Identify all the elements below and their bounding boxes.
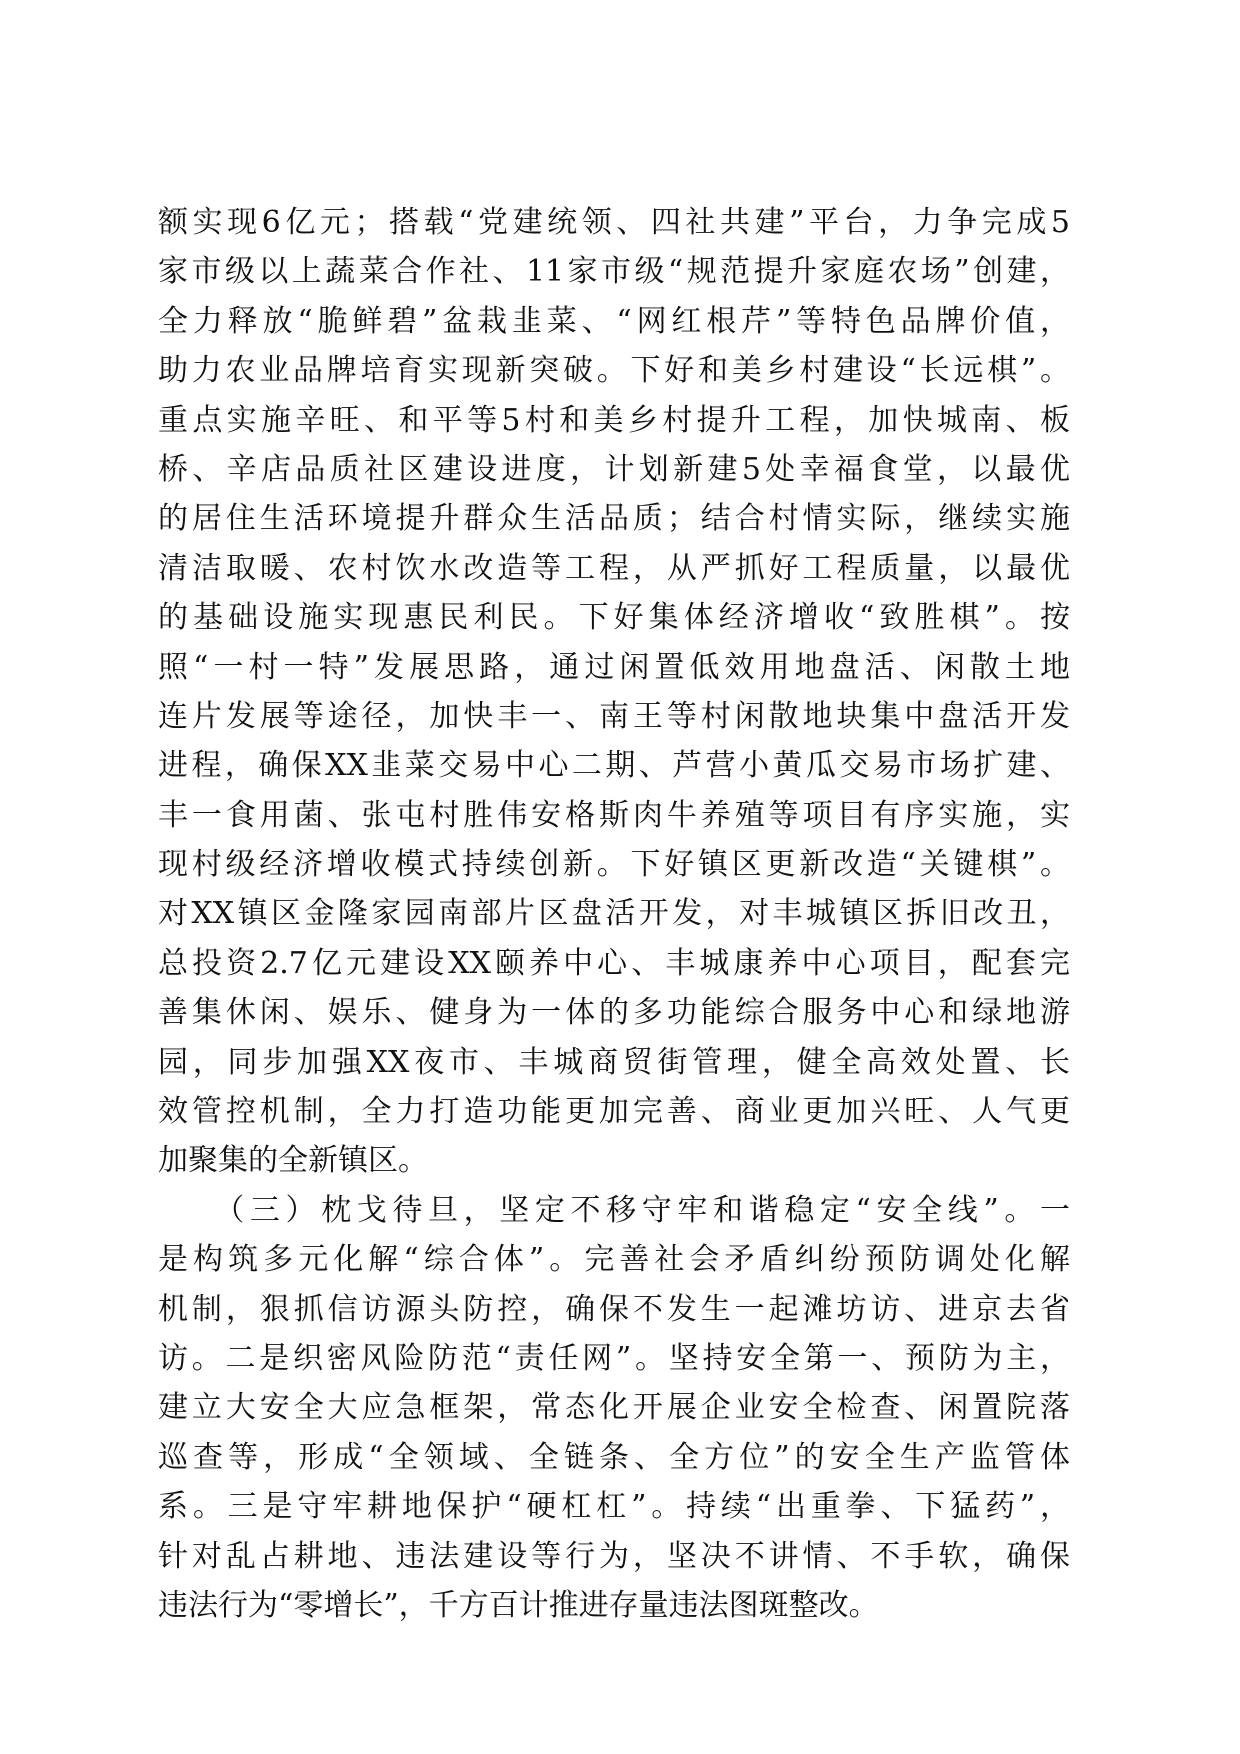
text-line: 连片发展等途径，加快丰一、南王等村闲散地块集中盘活开发 bbox=[158, 698, 1070, 734]
text-line: 家市级以上蔬菜合作社、11家市级“规范提升家庭农场”创建， bbox=[158, 254, 1070, 290]
text-line: 助力农业品牌培育实现新突破。下好和美乡村建设“长远棋”。 bbox=[158, 353, 1070, 389]
text-line: 效管控机制，全力打造功能更加完善、商业更加兴旺、人气更 bbox=[158, 1094, 1070, 1130]
paragraph-end-line: 加聚集的全新镇区。 bbox=[158, 1143, 428, 1179]
document-body bbox=[158, 198, 1070, 1630]
text-line: 针对乱占耕地、违法建设等行为，坚决不讲情、不手软，确保 bbox=[158, 1538, 1070, 1574]
text-line: 清洁取暖、农村饮水改造等工程，从严抓好工程质量，以最优 bbox=[158, 550, 1070, 586]
text-line: 照“一村一特”发展思路，通过闲置低效用地盘活、闲散土地 bbox=[158, 649, 1070, 685]
text-line: 的居住生活环境提升群众生活品质；结合村情实际，继续实施 bbox=[158, 501, 1070, 537]
text-line: 丰一食用菌、张屯村胜伟安格斯肉牛养殖等项目有序实施，实 bbox=[158, 797, 1070, 833]
text-line: 全力释放“脆鲜碧”盆栽韭菜、“网红根芹”等特色品牌价值， bbox=[158, 303, 1070, 339]
text-line: 桥、辛店品质社区建设进度，计划新建5处幸福食堂，以最优 bbox=[158, 451, 1070, 487]
text-line: 的基础设施实现惠民利民。下好集体经济增收“致胜棋”。按 bbox=[158, 600, 1070, 636]
text-line: 总投资2.7亿元建设XX颐养中心、丰城康养中心项目，配套完 bbox=[158, 945, 1070, 981]
text-line: 园，同步加强XX夜市、丰城商贸街管理，健全高效处置、长 bbox=[158, 1044, 1070, 1080]
text-line: 善集休闲、娱乐、健身为一体的多功能综合服务中心和绿地游 bbox=[158, 995, 1070, 1031]
text-line: 现村级经济增收模式持续创新。下好镇区更新改造“关键棋”。 bbox=[158, 847, 1070, 883]
text-line: 是构筑多元化解“综合体”。完善社会矛盾纠纷预防调处化解 bbox=[158, 1242, 1070, 1278]
text-line: 系。三是守牢耕地保护“硬杠杠”。持续“出重拳、下猛药”， bbox=[158, 1489, 1070, 1525]
text-line: 重点实施辛旺、和平等5村和美乡村提升工程，加快城南、板 bbox=[158, 402, 1070, 438]
text-line: 机制，狠抓信访源头防控，确保不发生一起滩坊访、进京去省 bbox=[158, 1291, 1070, 1327]
text-line: 对XX镇区金隆家园南部片区盘活开发，对丰城镇区拆旧改丑， bbox=[158, 896, 1070, 932]
text-line: 访。二是织密风险防范“责任网”。坚持安全第一、预防为主， bbox=[158, 1340, 1070, 1376]
text-line: 进程，确保XX韭菜交易中心二期、芦营小黄瓜交易市场扩建、 bbox=[158, 748, 1070, 784]
section-heading-line: （三）枕戈待旦，坚定不移守牢和谐稳定“安全线”。一 bbox=[158, 1192, 1070, 1228]
text-line: 巡查等，形成“全领域、全链条、全方位”的安全生产监管体 bbox=[158, 1439, 1070, 1475]
text-line: 建立大安全大应急框架，常态化开展企业安全检查、闲置院落 bbox=[158, 1390, 1070, 1426]
paragraph-end-line: 违法行为“零增长”，千方百计推进存量违法图斑整改。 bbox=[158, 1587, 879, 1623]
text-line: 额实现6亿元；搭载“党建统领、四社共建”平台，力争完成5 bbox=[158, 205, 1070, 240]
